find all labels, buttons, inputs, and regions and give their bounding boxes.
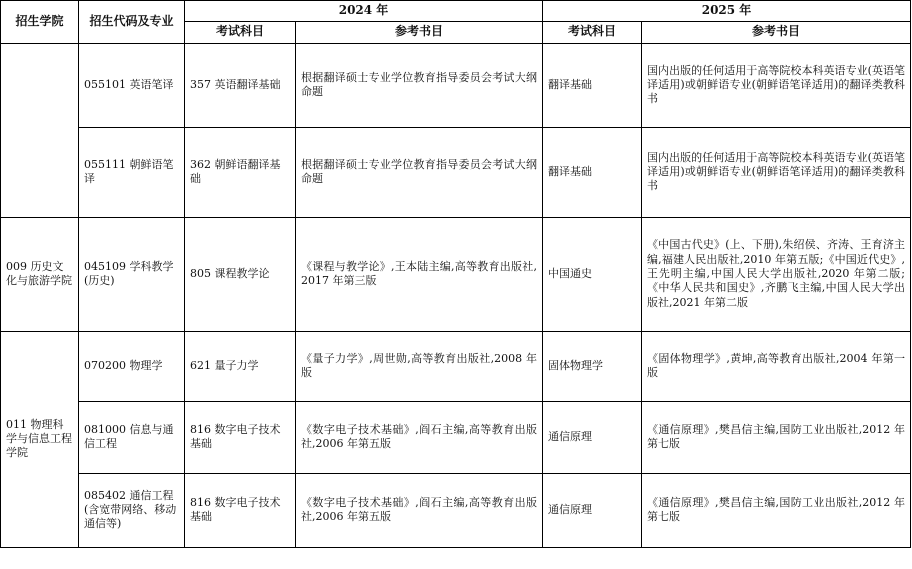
college-cell (1, 43, 79, 217)
table-row (1, 473, 911, 547)
major-cell: 085402 通信工程(含宽带网络、移动通信等) (79, 473, 185, 547)
header-books-2024: 参考书目 (296, 21, 543, 43)
header-major: 招生代码及专业 (79, 1, 185, 44)
books-2025-cell: 国内出版的任何适用于高等院校本科英语专业(英语笔译适用)或朝鲜语专业(朝鲜语笔译适用)的翻译类教科书 (642, 127, 911, 217)
books-2024-cell: 《量子力学》,周世勋,高等教育出版社,2008 年版 (296, 331, 543, 401)
header-college: 招生学院 (1, 1, 79, 44)
header-year-2024: 2024 年 (185, 1, 543, 22)
books-2024-cell: 《数字电子技术基础》,阎石主编,高等教育出版社,2006 年第五版 (296, 401, 543, 473)
books-2024-cell: 《数字电子技术基础》,阎石主编,高等教育出版社,2006 年第五版 (296, 473, 543, 547)
books-2025-cell: 《固体物理学》,黄坤,高等教育出版社,2004 年第一版 (642, 331, 911, 401)
major-cell: 070200 物理学 (79, 331, 185, 401)
books-2024-cell: 根据翻译硕士专业学位教育指导委员会考试大纲命题 (296, 127, 543, 217)
header-subject-2024: 考试科目 (185, 21, 296, 43)
subject-2024-cell: 805 课程教学论 (185, 217, 296, 331)
table-row (1, 217, 911, 331)
major-cell: 045109 学科教学(历史) (79, 217, 185, 331)
subject-2024-cell: 621 量子力学 (185, 331, 296, 401)
table-row (1, 401, 911, 473)
major-cell: 055101 英语笔译 (79, 43, 185, 127)
table-row (1, 127, 911, 217)
subject-2025-cell: 通信原理 (543, 473, 642, 547)
subject-2025-cell: 固体物理学 (543, 331, 642, 401)
books-2024-cell: 《课程与教学论》,王本陆主编,高等教育出版社,2017 年第三版 (296, 217, 543, 331)
header-subject-2025: 考试科目 (543, 21, 642, 43)
subject-2025-cell: 中国通史 (543, 217, 642, 331)
subject-2025-cell: 通信原理 (543, 401, 642, 473)
books-2025-cell: 国内出版的任何适用于高等院校本科英语专业(英语笔译适用)或朝鲜语专业(朝鲜语笔译适用)的翻译类教科书 (642, 43, 911, 127)
major-cell: 055111 朝鲜语笔译 (79, 127, 185, 217)
subject-2025-cell: 翻译基础 (543, 127, 642, 217)
header-books-2025: 参考书目 (642, 21, 911, 43)
subject-2024-cell: 816 数字电子技术基础 (185, 401, 296, 473)
header-year-2025: 2025 年 (543, 1, 911, 22)
books-2024-cell: 根据翻译硕士专业学位教育指导委员会考试大纲命题 (296, 43, 543, 127)
subject-2024-cell: 362 朝鲜语翻译基础 (185, 127, 296, 217)
table-row (1, 331, 911, 401)
subject-2024-cell: 816 数字电子技术基础 (185, 473, 296, 547)
college-cell: 011 物理科学与信息工程学院 (1, 331, 79, 547)
college-cell: 009 历史文化与旅游学院 (1, 217, 79, 331)
table-row (1, 43, 911, 127)
books-2025-cell: 《通信原理》,樊昌信主编,国防工业出版社,2012 年第七版 (642, 401, 911, 473)
subject-2024-cell: 357 英语翻译基础 (185, 43, 296, 127)
major-cell: 081000 信息与通信工程 (79, 401, 185, 473)
books-2025-cell: 《中国古代史》(上、下册),朱绍侯、齐涛、王育济主编,福建人民出版社,2010 年第五版;《中国近代史》,王先明主编,中国人民大学出版社,2020 年第二版;《中华人民共和国史》,齐鹏飞主编,中国人民大学出版社,2021 年第二版 (642, 217, 911, 331)
books-2025-cell: 《通信原理》,樊昌信主编,国防工业出版社,2012 年第七版 (642, 473, 911, 547)
subject-2025-cell: 翻译基础 (543, 43, 642, 127)
